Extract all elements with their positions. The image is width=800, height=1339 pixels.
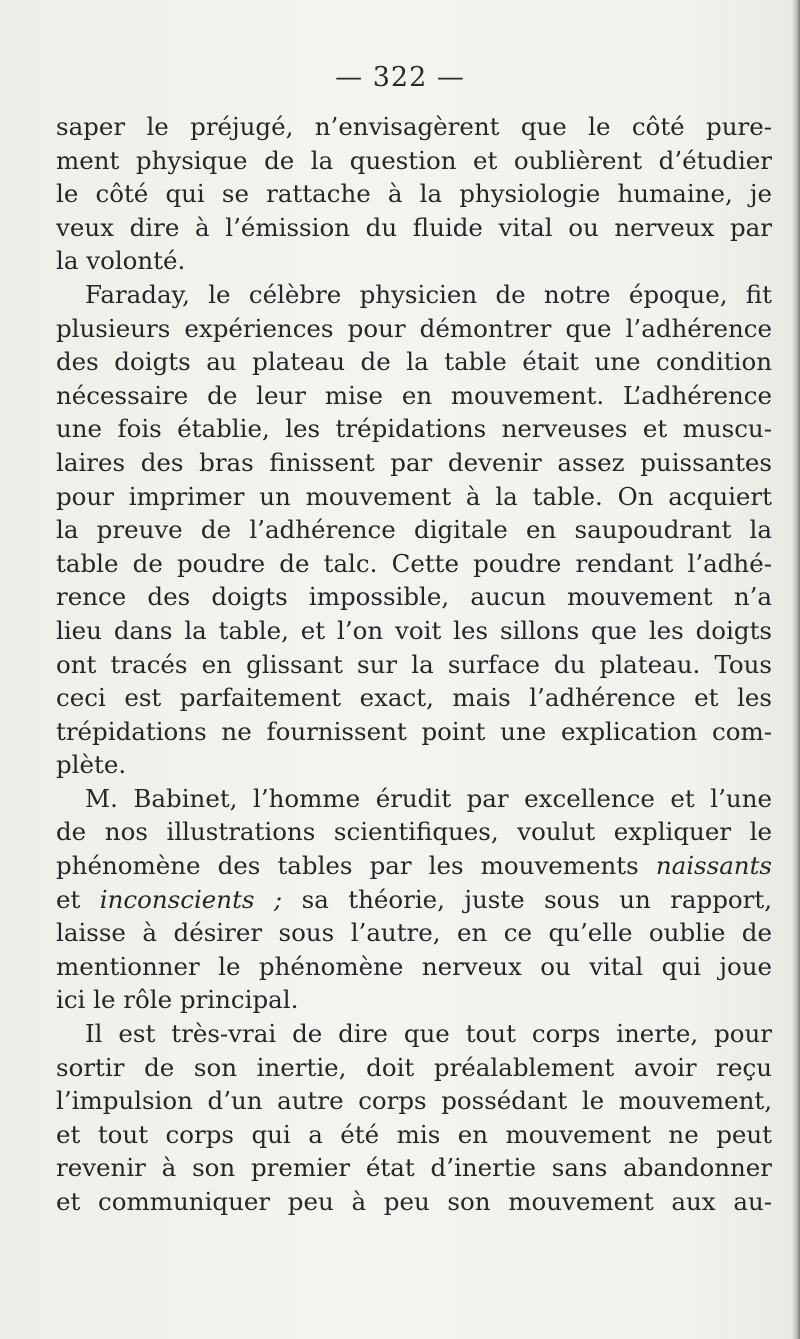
- page-number: — 322 —: [335, 62, 465, 93]
- italic-term: naissants: [655, 851, 772, 881]
- text-line: table de poudre de talc. Cette poudre rendant l’adhé-: [56, 548, 772, 578]
- text-line: [56, 883, 772, 917]
- text-line: la preuve de l’adhérence digitale en saupoudrant la: [56, 515, 772, 545]
- text-line: une fois établie, les trépidations nerveuses et muscu-: [56, 414, 772, 444]
- text-line: plusieurs expériences pour démontrer que l’adhérence: [56, 313, 772, 343]
- text-line: Faraday, le célèbre physicien de notre époque, fit: [85, 279, 772, 309]
- text-line: et communiquer peu à peu son mouvement aux au-: [56, 1187, 772, 1216]
- text-line: le côté qui se rattache à la physiologie humaine, je: [56, 179, 772, 209]
- text-line: la volonté.: [56, 246, 186, 276]
- body-text: [56, 110, 772, 1219]
- text-line: saper le préjugé, n’envisagèrent que le côté pure-: [56, 112, 772, 141]
- text-line: mentionner le phénomène nerveux ou vital qui joue: [56, 951, 772, 981]
- text-line: Il est très-vrai de dire que tout corps inerte, pour: [85, 1019, 772, 1049]
- text-line: laires des bras finissent par devenir assez puissantes: [56, 447, 772, 477]
- text-line: ceci est parfaitement exact, mais l’adhérence et les: [56, 683, 772, 713]
- page-edge-shadow: [792, 0, 800, 1339]
- text-line: ont tracés en glissant sur la surface du plateau. Tous: [56, 649, 772, 679]
- text-line: des doigts au plateau de la table était une condition: [56, 347, 772, 377]
- italic-term: inconscients ;: [99, 884, 283, 914]
- text-segment: phénomène des tables par les mouvements: [56, 851, 639, 881]
- text-line: trépidations ne fournissent point une explication com-: [56, 716, 772, 746]
- text-segment: sa théorie, juste sous un rapport,: [301, 884, 772, 914]
- text-line: rence des doigts impossible, aucun mouvement n’a: [56, 582, 772, 612]
- text-line: de nos illustrations scientifiques, voulut expliquer le: [56, 817, 772, 847]
- text-line: ment physique de la question et oublièrent d’étudier: [56, 145, 772, 175]
- text-line: l’impulsion d’un autre corps possédant le mouvement,: [56, 1086, 772, 1116]
- text-line: M. Babinet, l’homme érudit par excellence et l’une: [85, 783, 772, 813]
- text-line: et tout corps qui a été mis en mouvement ne peut: [56, 1119, 772, 1149]
- text-line: veux dire à l’émission du fluide vital ou nerveux par: [56, 212, 772, 242]
- text-line: laisse à désirer sous l’autre, en ce qu’elle oublie de: [56, 918, 772, 948]
- text-line: sortir de son inertie, doit préalablement avoir reçu: [56, 1052, 772, 1082]
- text-line: plète.: [56, 750, 127, 780]
- text-line: revenir à son premier état d’inertie sans abandonner: [56, 1153, 772, 1183]
- text-line: lieu dans la table, et l’on voit les sillons que les doigts: [56, 615, 772, 645]
- text-line: ici le rôle principal.: [56, 985, 299, 1015]
- text-line: [56, 849, 772, 883]
- text-line: nécessaire de leur mise en mouvement. L’adhérence: [56, 380, 772, 410]
- text-segment: et: [56, 884, 81, 914]
- text-line: pour imprimer un mouvement à la table. On acquiert: [56, 481, 772, 511]
